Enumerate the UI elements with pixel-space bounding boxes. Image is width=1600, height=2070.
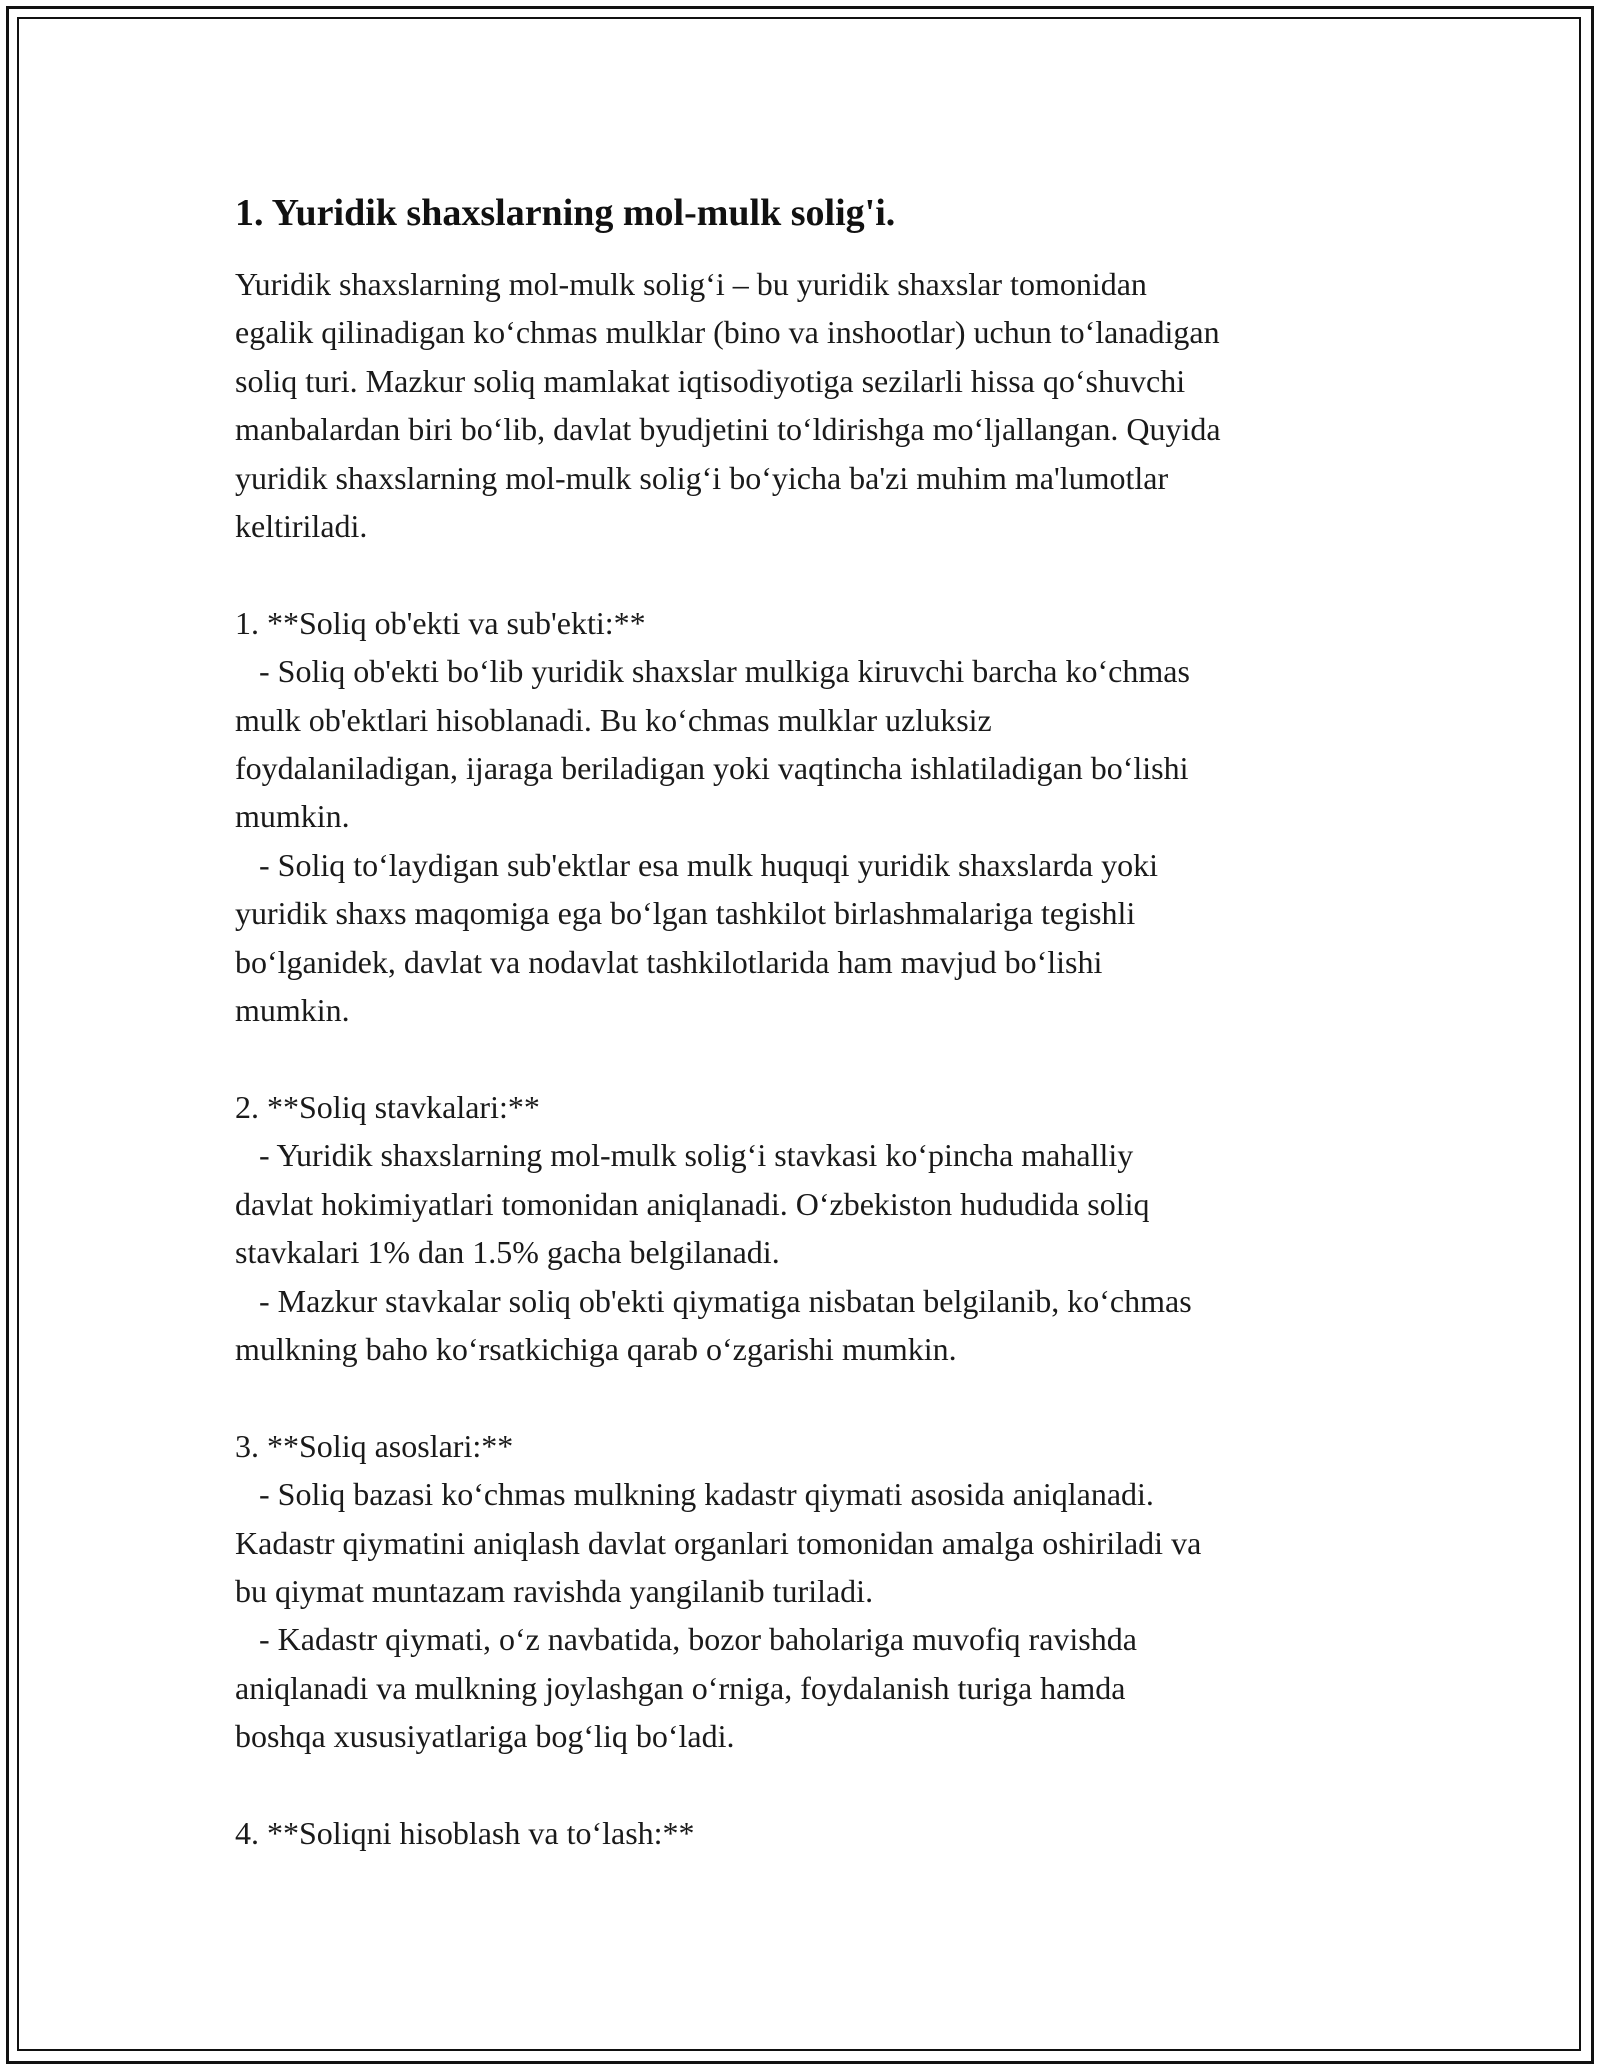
text-line: [235, 1373, 1375, 1421]
document-content: [235, 186, 1375, 1857]
text-line: 2. **Soliq stavkalari:**: [235, 1088, 540, 1125]
document-title: 1. Yuridik shaxslarning mol-mulk solig'i.: [235, 192, 896, 234]
text-line: aniqlanadi va mulkning joylashgan o‘rniga, foydalanish turiga hamda: [235, 1669, 1126, 1706]
text-line: manbalardan biri bo‘lib, davlat byudjetini to‘ldirishga mo‘ljallangan. Quyida: [235, 411, 1221, 448]
text-line: [235, 1761, 1375, 1809]
text-line: soliq turi. Mazkur soliq mamlakat iqtisodiyotiga sezilarli hissa qo‘shuvchi: [235, 362, 1186, 399]
text-line: Yuridik shaxslarning mol-mulk solig‘i – bu yuridik shaxslar tomonidan: [235, 266, 1147, 302]
text-line: mumkin.: [235, 798, 350, 835]
text-line: bu qiymat muntazam ravishda yangilanib turiladi.: [235, 1572, 874, 1609]
text-line: - Kadastr qiymati, o‘z navbatida, bozor baholariga muvofiq ravishda: [235, 1621, 1137, 1658]
text-line: - Soliq to‘laydigan sub'ektlar esa mulk huquqi yuridik shaxslarda yoki: [235, 846, 1158, 883]
text-line: - Soliq ob'ekti bo‘lib yuridik shaxslar mulkiga kiruvchi barcha ko‘chmas: [235, 653, 1190, 690]
text-line: keltiriladi.: [235, 508, 368, 545]
text-line: egalik qilinadigan ko‘chmas mulklar (bino va inshootlar) uchun to‘lanadigan: [235, 314, 1220, 351]
text-line: yuridik shaxslarning mol-mulk solig‘i bo‘yicha ba'zi muhim ma'lumotlar: [235, 459, 1169, 496]
text-line: mulk ob'ektlari hisoblanadi. Bu ko‘chmas mulklar uzluksiz: [235, 701, 992, 738]
text-line: Kadastr qiymatini aniqlash davlat organlari tomonidan amalga oshiriladi va: [235, 1524, 1202, 1561]
text-line: 4. **Soliqni hisoblash va to‘lash:**: [235, 1814, 695, 1851]
text-line: [235, 1034, 1375, 1082]
text-line: - Yuridik shaxslarning mol-mulk solig‘i stavkasi ko‘pincha mahalliy: [235, 1137, 1134, 1174]
document-body: [235, 260, 1375, 1857]
text-line: [235, 550, 1375, 598]
text-line: stavkalari 1% dan 1.5% gacha belgilanadi.: [235, 1234, 780, 1271]
text-line: bo‘lganidek, davlat va nodavlat tashkilotlarida ham mavjud bo‘lishi: [235, 943, 1103, 980]
text-line: - Soliq bazasi ko‘chmas mulkning kadastr qiymati asosida aniqlanadi.: [235, 1476, 1154, 1513]
text-line: davlat hokimiyatlari tomonidan aniqlanadi. O‘zbekiston hududida soliq: [235, 1185, 1150, 1222]
text-line: boshqa xususiyatlariga bog‘liq bo‘ladi.: [235, 1718, 735, 1755]
text-line: - Mazkur stavkalar soliq ob'ekti qiymatiga nisbatan belgilanib, ko‘chmas: [235, 1282, 1192, 1319]
text-line: 3. **Soliq asoslari:**: [235, 1427, 514, 1464]
text-line: 1. **Soliq ob'ekti va sub'ekti:**: [235, 604, 646, 641]
text-line: foydalaniladigan, ijaraga beriladigan yoki vaqtincha ishlatiladigan bo‘lishi: [235, 750, 1189, 787]
text-line: mulkning baho ko‘rsatkichiga qarab o‘zgarishi mumkin.: [235, 1330, 957, 1367]
text-line: yuridik shaxs maqomiga ega bo‘lgan tashkilot birlashmalariga tegishli: [235, 895, 1136, 932]
text-line: mumkin.: [235, 992, 350, 1029]
